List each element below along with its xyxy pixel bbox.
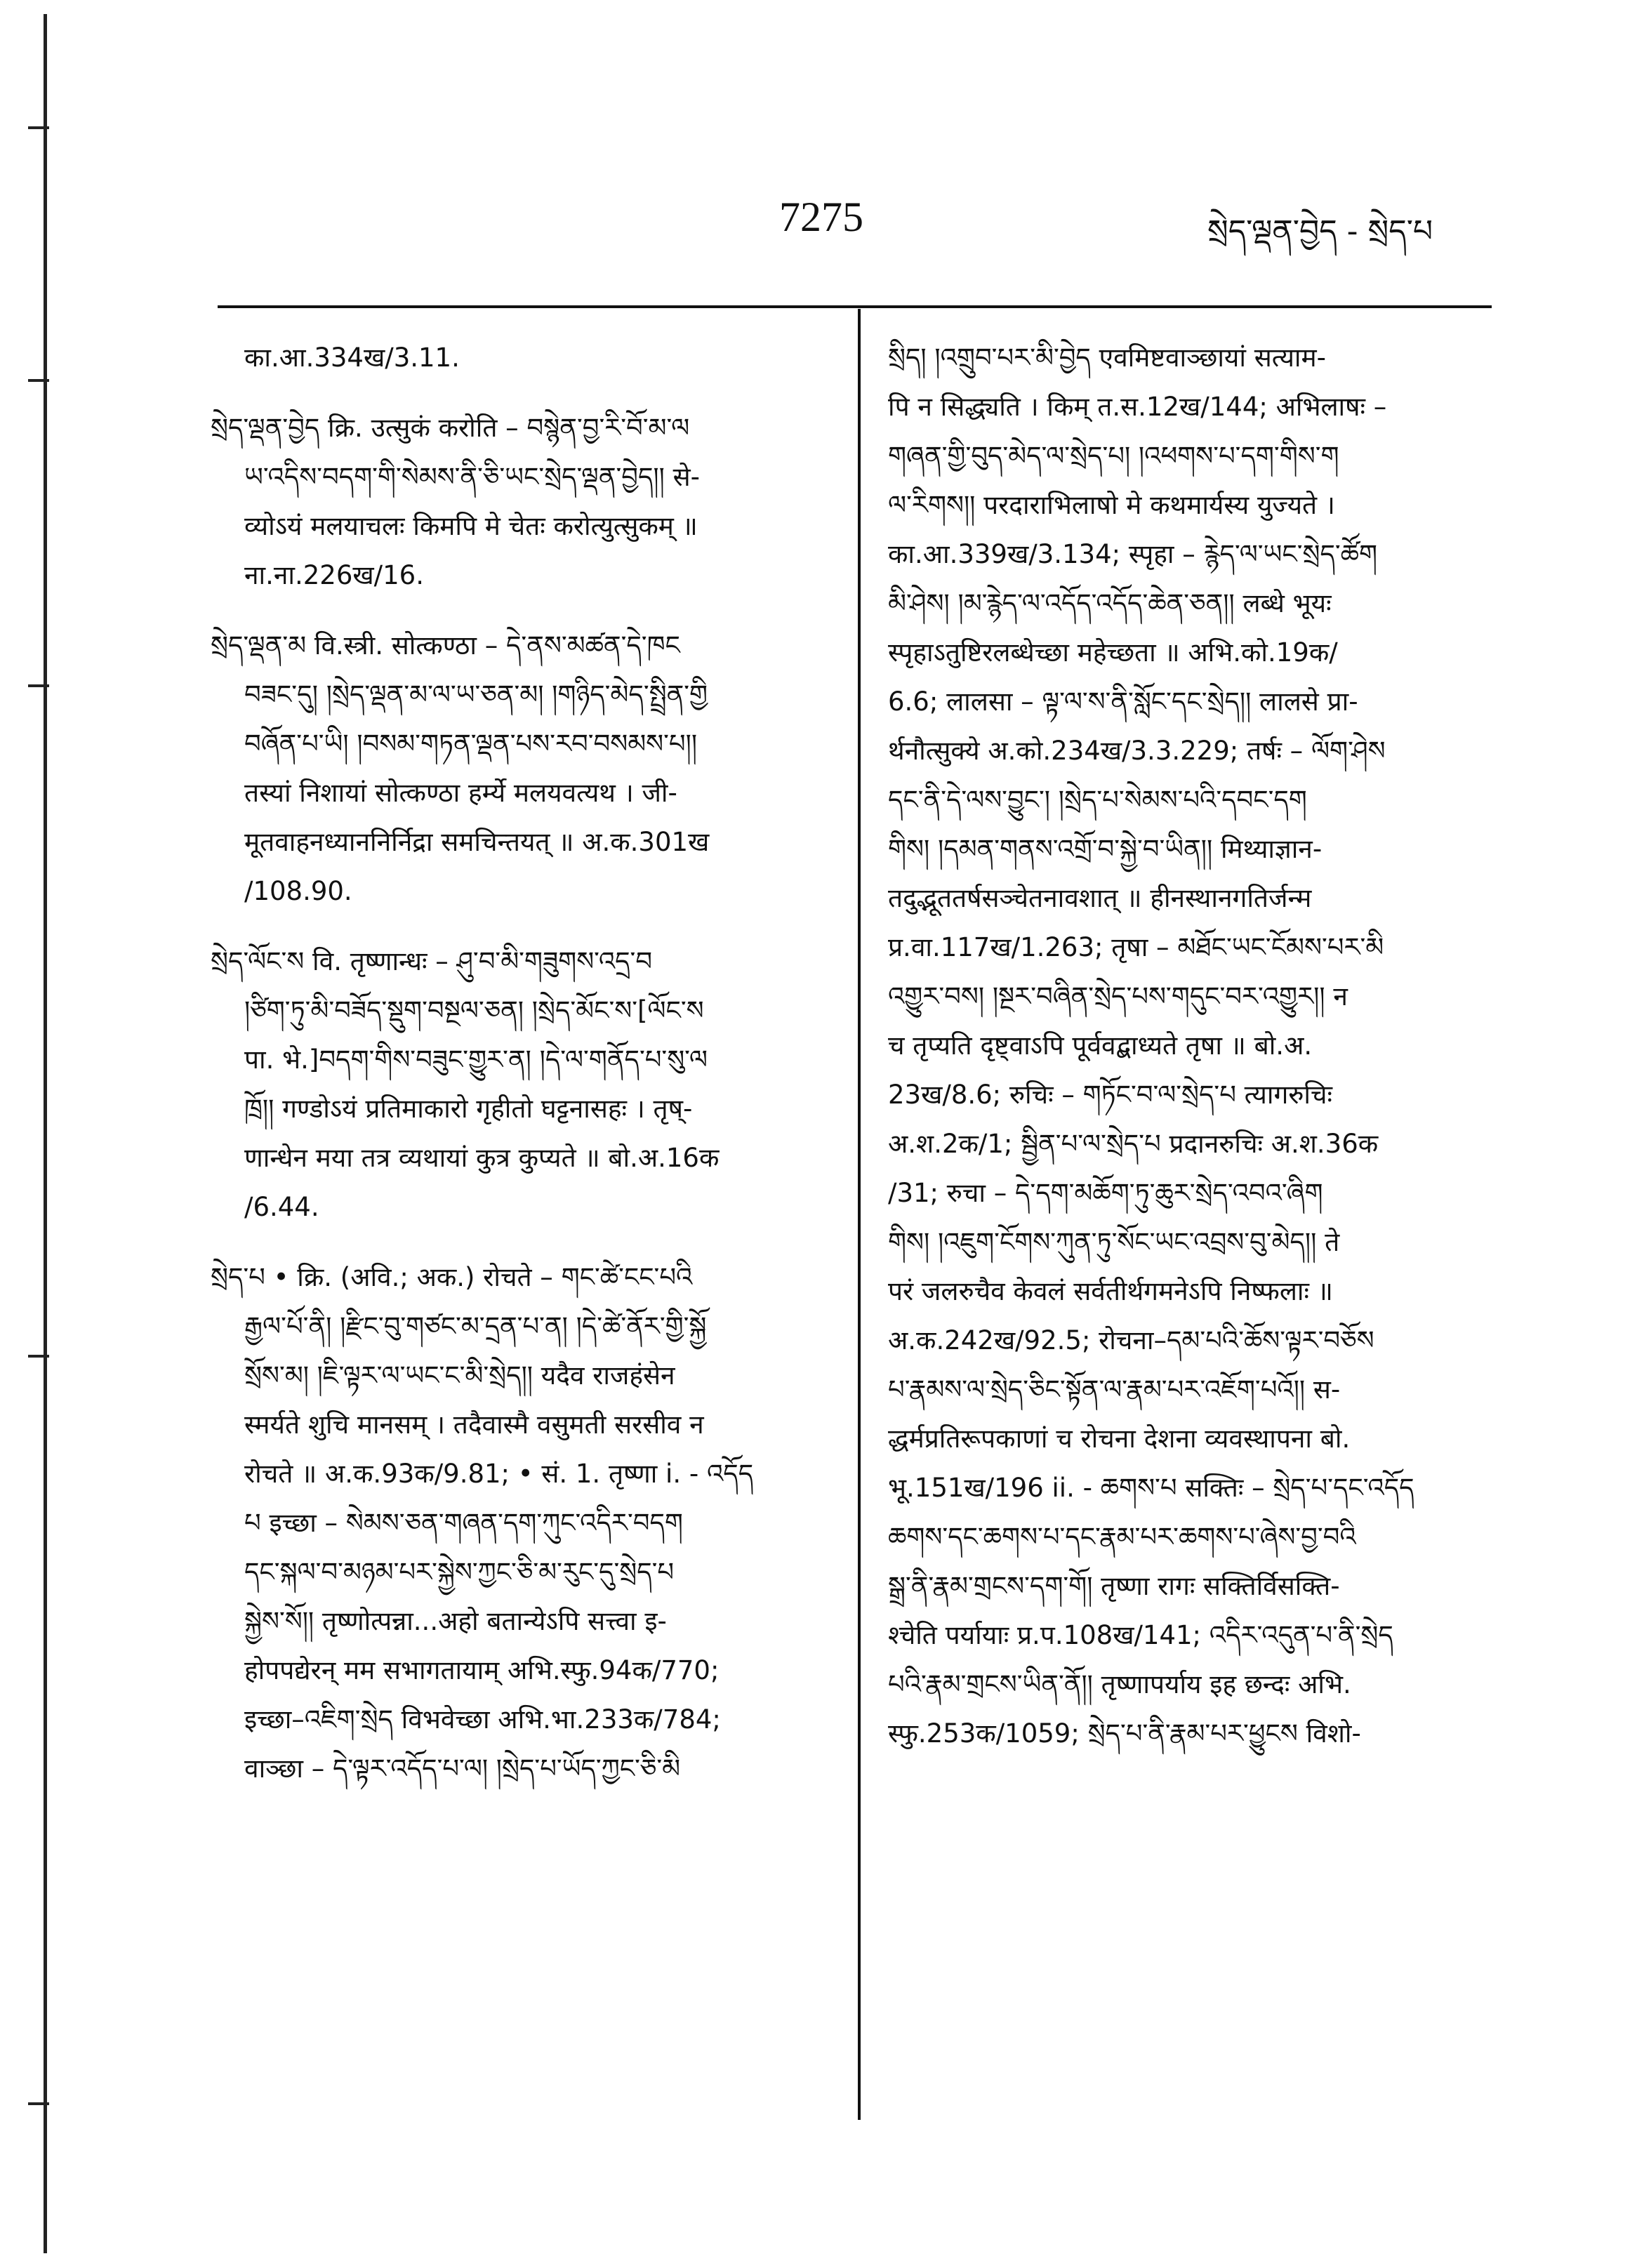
left-margin-binding-line xyxy=(44,14,47,2253)
header-rule xyxy=(218,305,1492,308)
entry-headword-line: སྲེད་པ • क्रि. (अवि.; अक.) रोचते – གང་ཚེ་ངང་པའི xyxy=(211,1262,693,1292)
entry-text-line: ལ་རིགས།། परदाराभिलाषो मे कथमार्यस्य युज्यते । xyxy=(888,490,1335,520)
entry-text-line: पा. भे.]བདག་གིས་བཟུང་གྱུར་ན། །དེ་ལ་གནོད་པ་སུ་ལ xyxy=(244,1045,708,1075)
entry-text-line: च तृप्यति दृष्ट्वाऽपि पूर्ववद्बाध्यते तृषा ॥ बो.अ. xyxy=(888,1030,1313,1061)
entry-text-line: འགྱུར་བས། །སྔར་བཞིན་སྲེད་པས་གདུང་བར་འགྱུར།། न xyxy=(888,981,1348,1012)
margin-mark xyxy=(28,126,49,129)
entry-text-line: སྲིད། །འགྲུབ་པར་མི་བྱེད एवमिष्टवाञ्छायां सत्याम- xyxy=(888,343,1326,373)
entry-text-line: མི་ཤེས། །མ་རྙེད་ལ་འདོད་འདོད་ཆེན་ཅན།། लब्धे भूयः xyxy=(888,588,1332,618)
entry-text-line: ཆགས་དང་ཆགས་པ་དང་རྣམ་པར་ཆགས་པ་ཞེས་བྱ་བའི xyxy=(888,1522,1356,1552)
entry-text-line: /31; रुचा – དེ་དག་མཆོག་ཏུ་ཆུར་སྲེད་འབའ་ཞིག xyxy=(888,1178,1323,1208)
entry-text-line: སྐྱེས་སོ།། तृष्णोत्पन्ना...अहो बतान्येऽपि सत्त्वा इ- xyxy=(244,1606,667,1636)
entry-text-line: द्धर्मप्रतिरूपकाणां च रोचना देशना व्यवस्थापना बो. xyxy=(888,1424,1351,1454)
entry-text-line: होपपद्येरन् मम सभागतायाम् अभि.स्फु.94क/770; xyxy=(244,1655,720,1685)
entry-text-line: 23ख/8.6; रुचिः – གཏོང་བ་ལ་སྲེད་པ त्यागरुचिः xyxy=(888,1080,1332,1110)
entry-text-line: རྒྱལ་པོ་ནི། །རྫིང་བུ་གཙང་མ་དྲན་པ་ན། །དེ་ཚེ་ནོར་གྱི་སྐྱོ xyxy=(244,1311,707,1341)
entry-text-line: अ.श.2क/1; སྦྱིན་པ་ལ་སྲེད་པ प्रदानरुचिः अ.श.36क xyxy=(888,1129,1379,1159)
dictionary-entry xyxy=(211,621,835,916)
entry-text-line: སྒྲ་ནི་རྣམ་གྲངས་དག་གོ། तृष्णा रागः सक्तिर्विसक्ति- xyxy=(888,1571,1340,1601)
entry-text-line: 6.6; लालसा – ལྟ་ལ་ས་ནི་སློང་དང་སྲེད།། लालसे प्रा- xyxy=(888,687,1358,717)
entry-text-line: र्थनौत्सुक्ये अ.को.234ख/3.3.229; तर्षः – ལོག་ཤེས xyxy=(888,736,1386,766)
entry-text-line: གིས། །འཇུག་ངོགས་ཀུན་ཏུ་སོང་ཡང་འབྲས་བུ་མེད།། ते xyxy=(888,1227,1340,1257)
entry-text-line: स्फु.253क/1059; སྲེད་པ་ནི་རྣམ་པར་ཕྱུངས विशो- xyxy=(888,1718,1361,1749)
dictionary-entry xyxy=(211,1253,835,1793)
entry-headword-line: སྲེད་ལྡན་མ वि.स्त्री. सोत्कण्ठा – དེ་ནས་མཚན་དེ་ཁང xyxy=(211,630,680,661)
entry-text-line: वाञ्छा – དེ་ལྟར་འདོད་པ་ལ། །སྲེད་པ་ཡོད་ཀྱང་ཅི་མི xyxy=(244,1753,681,1784)
continued-citation: का.आ.334ख/3.11. xyxy=(244,343,460,373)
entry-text-line: का.आ.339ख/3.134; स्पृहा – རྙེད་ལ་ཡང་སྲེད་ཚོག xyxy=(888,539,1378,569)
left-column xyxy=(211,333,835,1815)
entry-headword-line: སྲེད་ལོང་ས वि. तृष्णान्धः – ཤུ་བ་མི་གཟུགས་འདྲ་བ xyxy=(211,946,653,976)
entry-headword-line: སྲེད་ལྡན་བྱེད क्रि. उत्सुकं करोति – བསྙེན་བྱ་རི་བོ་མ་ལ xyxy=(211,413,690,443)
entry-text-line: भू.151ख/196 ii. - ཆགས་པ सक्तिः – སྲེད་པ་དང་འདོད xyxy=(888,1473,1414,1503)
entry-text-line: ना.ना.226ख/16. xyxy=(244,560,424,590)
entry-text-line: तस्यां निशायां सोत्कण्ठा हर्म्ये मलयवत्यथ । जी- xyxy=(244,778,677,808)
entry-text-line: इच्छा–འཇིག་སྲེད विभवेच्छा अभि.भा.233क/784; xyxy=(244,1704,721,1735)
entry-text-line: ཡ་འདིས་བདག་གི་སེམས་ནི་ཅི་ཡང་སྲེད་ལྡན་བྱེད།། से- xyxy=(244,462,700,492)
entry-text-line: པ इच्छा – སེམས་ཅན་གཞན་དག་ཀུང་འདིར་བདག xyxy=(244,1508,683,1538)
entry-text-line: पि न सिद्ध्यति । किम् त.स.12ख/144; अभिलाषः – xyxy=(888,392,1387,422)
entry-text-line: /6.44. xyxy=(244,1192,319,1222)
entry-text-line: བཞོན་པ་ཡི། །བསམ་གཏན་ལྡན་པས་རབ་བསམས་པ།། xyxy=(244,729,698,759)
column-divider xyxy=(858,309,861,2120)
dictionary-entry xyxy=(211,937,835,1232)
margin-mark xyxy=(28,684,49,687)
entry-text-line: णान्धेन मया तत्र व्यथायां कुत्र कुप्यते ॥ बो.अ.16क xyxy=(244,1143,720,1173)
margin-mark xyxy=(28,1355,49,1358)
entry-text-line: स्मर्यते शुचि मानसम् । तदैवास्मै वसुमती सरसीव न xyxy=(244,1410,704,1440)
entry-text-line: སྲོས་མ། །ཇི་ལྟར་ལ་ཡང་ང་མི་སྲེད།། यदैव राजहंसेन xyxy=(244,1360,675,1391)
running-head: སྲེད་ལྡན་བྱེད - སྲེད་པ xyxy=(1207,213,1433,249)
entry-text-line: अ.क.242ख/92.5; रोचना–དམ་པའི་ཆོས་ལྟར་བཅོས xyxy=(888,1325,1374,1355)
entry-text-line: དང་ནི་དེ་ལས་བྱུང་། །སྲེད་པ་སེམས་པའི་དབང་དག xyxy=(888,785,1307,815)
dictionary-entry xyxy=(211,404,835,600)
entry-text-line: ཁྲོ།། गण्डोऽयं प्रतिमाकारो गृहीतो घट्टनासहः । तृष्- xyxy=(244,1094,693,1124)
entry-text-line: དང་སྐལ་བ་མཉམ་པར་སྐྱེས་ཀྱང་ཅི་མ་རུང་དུ་སྲེད་པ xyxy=(244,1557,675,1587)
entry-text-line: /108.90. xyxy=(244,876,352,906)
entry-text-line: श्चेति पर्यायाः प्र.प.108ख/141; འདིར་འདུན་པ་ནི་སྲེད xyxy=(888,1620,1393,1650)
entry-text-line: གཞན་གྱི་བུད་མེད་ལ་སྲེད་པ། །འཕགས་པ་དག་གིས་ག xyxy=(888,441,1339,471)
entry-text-line: मूतवाहनध्याननिर्निद्रा समचिन्तयत् ॥ अ.क.301ख xyxy=(244,827,710,857)
entry-text-line: གིས། །དམན་གནས་འགྲོ་བ་སྐྱེ་བ་ཡིན།། मिथ्याज्ञान- xyxy=(888,834,1323,864)
right-column xyxy=(888,333,1506,1758)
entry-text-line: व्योऽयं मलयाचलः किमपि मे चेतः करोत्युत्सुकम् ॥ xyxy=(244,511,698,541)
entry-text-line: प्र.वा.117ख/1.263; तृषा – མཐོང་ཡང་ངོམས་པར་མི xyxy=(888,932,1384,962)
margin-mark xyxy=(28,2102,49,2105)
entry-text-line: तदुद्भूततर्षसञ्चेतनावशात् ॥ हीनस्थानगतिर्जन्म xyxy=(888,883,1312,913)
page-number: 7275 xyxy=(779,194,863,240)
entry-text-line: स्पृहाऽतुष्टिरलब्धेच्छा महेच्छता ॥ अभि.को.19क/ xyxy=(888,637,1338,668)
margin-mark xyxy=(28,379,49,382)
entry-text-line: परं जलरुचैव केवलं सर्वतीर्थगमनेऽपि निष्फलाः ॥ xyxy=(888,1276,1333,1306)
entry-text-line: པ་རྣམས་ལ་སྲེད་ཅིང་སྟོན་ལ་རྣམ་པར་འཇོག་པའོ།། स- xyxy=(888,1374,1341,1405)
entry-text-line: །ཙིག་ཏུ་མི་བཟོད་སྡུག་བསྔལ་ཅན། །སྲེད་མོང་ས་[ལོང་ས xyxy=(244,995,704,1026)
entry-text-line: པའི་རྣམ་གྲངས་ཡིན་ནོ།། तृष्णापर्याय इह छन्दः अभि. xyxy=(888,1669,1351,1699)
entry-text-line: रोचते ॥ अ.क.93क/9.81; • सं. 1. तृष्णा i. - འདོད xyxy=(244,1459,754,1489)
entry-text-line: བཟང་དུ། །སྲེད་ལྡན་མ་ལ་ཡ་ཅན་མ། །གཉིད་མེད་སྤྲིན་གྱི xyxy=(244,679,708,710)
